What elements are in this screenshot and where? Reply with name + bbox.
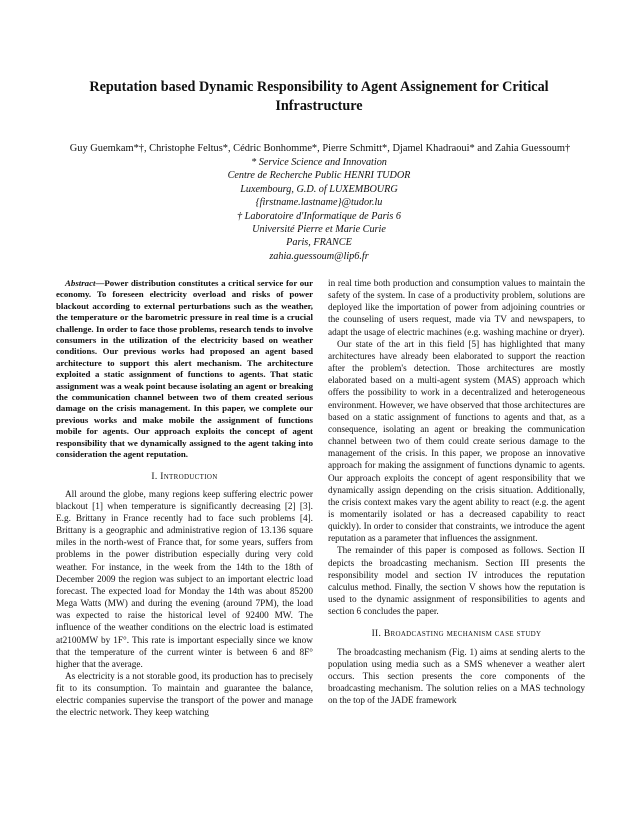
- paper-title: Reputation based Dynamic Responsibility to Agent Assignement for Critical Infrastructure: [89, 79, 549, 114]
- affiliation-line: † Laboratoire d'Informatique de Paris 6: [237, 210, 401, 222]
- author-list: Guy Guemkam*†, Christophe Feltus*, Cédric Bonhomme*, Pierre Schmitt*, Djamel Khadraoui* and Zahia Guessoum†: [69, 143, 571, 154]
- affiliation-email: {firstname.lastname}@tudor.lu: [255, 197, 383, 209]
- section-heading-introduction: I. Introduction: [151, 471, 218, 482]
- affiliations: [80, 156, 558, 263]
- affiliation-line: Université Pierre et Marie Curie: [252, 224, 386, 236]
- body-paragraph: Our state of the art in this field [5] has highlighted that many architectures have already been elaborated to support the reaction after the problem's detection. Those architectures are mostly elaborated based on a multi-agent system (MAS) approach which offers the possibility to work in a decentralized and heterogeneous environment. However, we have observed that those architectures are based on a static assignment of functions to agents and that, as a consequence, isolating an agent or breaking the communication channel between two of them could create serious damage to the management of the crisis. In this paper, we propose an innovative approach for making the assignment of functions dynamic to agents. Our approach exploits the concept of agent responsibility that we dynamically assign depending on the crisis situation. Additionally, the crisis context makes vary the agent ability to react (e.g. the agent is momentarily isolated or has a decreased capability to react quickly). In order to consider that constraints, we introduce the agent reputation as a parameter that influences the assignment.: [328, 339, 585, 545]
- affiliation-line: Paris, FRANCE: [286, 237, 352, 249]
- body-paragraph: The remainder of this paper is composed as follows. Section II depicts the broadcasting mechanism. Section III presents the responsibility model and section IV introduces the reputation calculus method. Finally, the section V shows how the reputation is used to the dynamic assignment of responsibilities to agents and section 6 concludes the paper.: [328, 546, 585, 618]
- abstract-text: —Power distribution constitutes a critical service for our economy. To foreseen electricity overload and risks of power blackout according to external perturbations such as the weather, the temperature or the barometric pressure in real time is a crucial challenge. In order to face those problems, research tends to involve consumers in the utilization of the electricity based on weather conditions. Our previous works had proposed an agent based architecture to support this alert mechanism. The architecture exploited a static assignment of functions to agents. That static assignment was a weak point because isolating an agent or breaking the communication channel between two of them created serious damage on the crisis management. In this paper, we complete our previous works and make mobile the assignment of functions mobile for agents. Our approach exploits the concept of agent responsibility that we dynamically assigned to the agent taking into consideration the agent reputation.: [56, 278, 313, 460]
- body-paragraph: As electricity is a not storable good, its production has to precisely fit to its consumption. To maintain and guarantee the balance, electric companies supervise the transport of the power and manage the electric network. They keep watching: [56, 672, 313, 719]
- affiliation-line: Centre de Recherche Public HENRI TUDOR: [227, 170, 411, 182]
- section-heading-broadcasting: II. Broadcasting mechanism case study: [371, 629, 542, 640]
- abstract-lead: Abstract: [65, 278, 96, 288]
- body-paragraph: in real time both production and consumption values to maintain the safety of the system. In case of a productivity problem, solutions are deployed like the importation of power from adjoining countries or the counseling of users request, made via TV and newspapers, to adapt the usage of electric machines (e.g. washing machine or dryer).: [328, 279, 585, 338]
- abstract: [56, 278, 313, 461]
- body-paragraph: All around the globe, many regions keep suffering electric power blackout [1] when temperature is significantly decreasing [2] [3]. E.g. Brittany in France recently had to face such problems [4]. Brittany is a geographic and administrative region of 13.136 square miles in the north-west of France that, for some years, suffers from problems in the power distribution especially during very cold weather. For instance, in the week from the 14th to the 18th of December 2009 the region was subject to an important electric load forecast. The expected load for Monday the 14th was about 85200 Mega Watts (MW) and during the evening (around 7PM), the load was expected to raise the historical level of 92400 MW. The influence of the weather conditions on the electric load is estimated at2100MW by 1F°. This rate is important especially since we know that the temperature of the current winter is between 6 and 8F° higher that the average.: [56, 489, 313, 670]
- left-column: [56, 278, 313, 720]
- body-paragraph: The broadcasting mechanism (Fig. 1) aims at sending alerts to the population using media such as a SMS whenever a weather alert occurs. This section presents the core components of the broadcasting mechanism. The solution relies on a MAS technology on the top of the JADE framework: [328, 647, 585, 707]
- affiliation-line: * Service Science and Innovation: [251, 157, 387, 168]
- affiliation-email: zahia.guessoum@lip6.fr: [269, 250, 369, 262]
- affiliation-line: Luxembourg, G.D. of LUXEMBOURG: [240, 183, 398, 195]
- right-column: [328, 278, 585, 707]
